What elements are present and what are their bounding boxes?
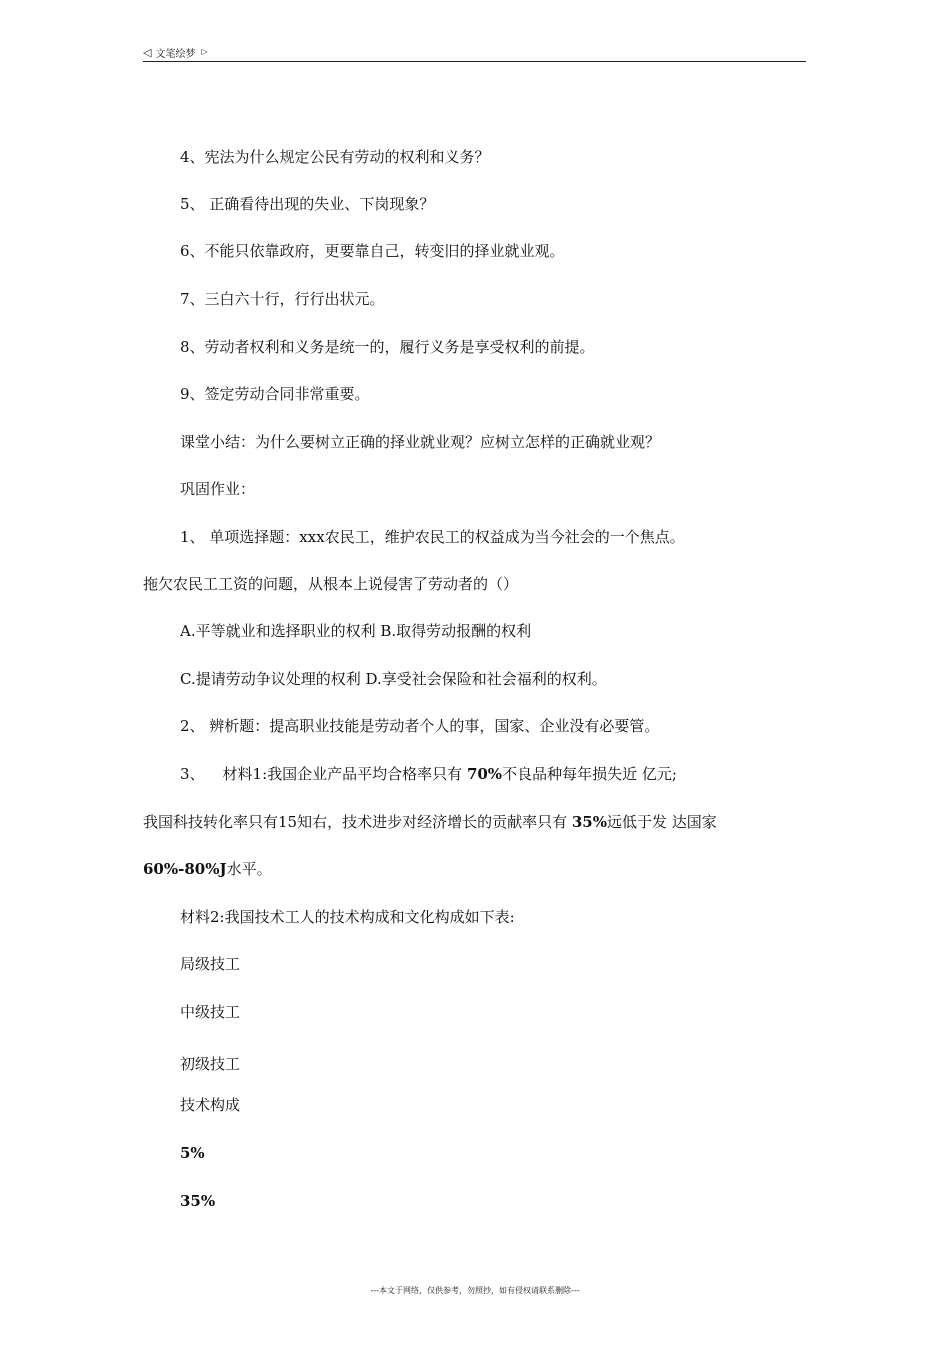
- material-1-line: [180, 764, 677, 784]
- paragraph-line: 巩固作业：: [180, 480, 256, 498]
- table-cell: 中级技工: [180, 1003, 241, 1021]
- triangle-left-icon: ◁: [143, 45, 152, 59]
- paragraph-line: 2、 辨析题：提高职业技能是劳动者个人的事，国家、企业没有必要管。: [180, 717, 660, 735]
- document-header: [143, 44, 208, 60]
- table-cell: 35%: [180, 1192, 216, 1210]
- page-footer: ---本文于网络，仅供参考，勿照抄，如有侵权请联系删除---: [370, 1286, 580, 1295]
- paragraph-line: 材料2:我国技术工人的技术构成和文化构成如下表:: [180, 908, 515, 926]
- table-cell: 5%: [180, 1144, 205, 1162]
- paragraph-line: 5、 正确看待出现的失业、下岗现象？: [180, 195, 435, 213]
- material-text: 水平。: [226, 860, 272, 878]
- paragraph-line: 4、宪法为什么规定公民有劳动的权利和义务？: [180, 148, 490, 166]
- paragraph-line: 1、 单项选择题：xxx农民工，维护农民工的权益成为当今社会的一个焦点。: [180, 528, 685, 546]
- paragraph-line: 拖欠农民工工资的问题，从根本上说侵害了劳动者的（）: [143, 575, 519, 593]
- material-text: 远低于发 达国家: [607, 813, 717, 831]
- table-cell: 技术构成: [180, 1096, 241, 1114]
- material-text: 不良品种每年损失近 亿元;: [502, 765, 677, 783]
- paragraph-line: 课堂小结：为什么要树立正确的择业就业观？应树立怎样的正确就业观？: [180, 433, 661, 451]
- header-divider: [143, 61, 806, 62]
- option-line: C.提请劳动争议处理的权利 D.享受社会保险和社会福利的权利。: [180, 670, 607, 688]
- material-1-line: [143, 812, 717, 832]
- table-cell: 局级技工: [180, 955, 241, 973]
- table-cell: 初级技工: [180, 1055, 241, 1073]
- material-text: 材料1:我国企业产品平均合格率只有: [222, 765, 463, 783]
- material-text: 我国科技转化率只有15知右，技术进步对经济增长的贡献率只有: [143, 813, 568, 831]
- paragraph-line: 9、签定劳动合同非常重要。: [180, 385, 370, 403]
- triangle-right-icon: ▷: [201, 47, 208, 56]
- option-line: A.平等就业和选择职业的权利 B.取得劳动报酬的权利: [180, 622, 532, 640]
- paragraph-line: 6、不能只依靠政府，更要靠自己，转变旧的择业就业观。: [180, 242, 565, 260]
- pass-rate-value: 70%: [466, 765, 503, 783]
- paragraph-line: 7、三白六十行，行行出状元。: [180, 290, 385, 308]
- material-1-line: [143, 859, 272, 879]
- developed-rate-value: 60%-80%J: [143, 860, 227, 878]
- item-number: 3、: [180, 765, 205, 783]
- contribution-rate-value: 35%: [571, 813, 608, 831]
- paragraph-line: 8、劳动者权利和义务是统一的，履行义务是享受权利的前提。: [180, 338, 595, 356]
- header-title: 文笔绘梦: [155, 48, 196, 60]
